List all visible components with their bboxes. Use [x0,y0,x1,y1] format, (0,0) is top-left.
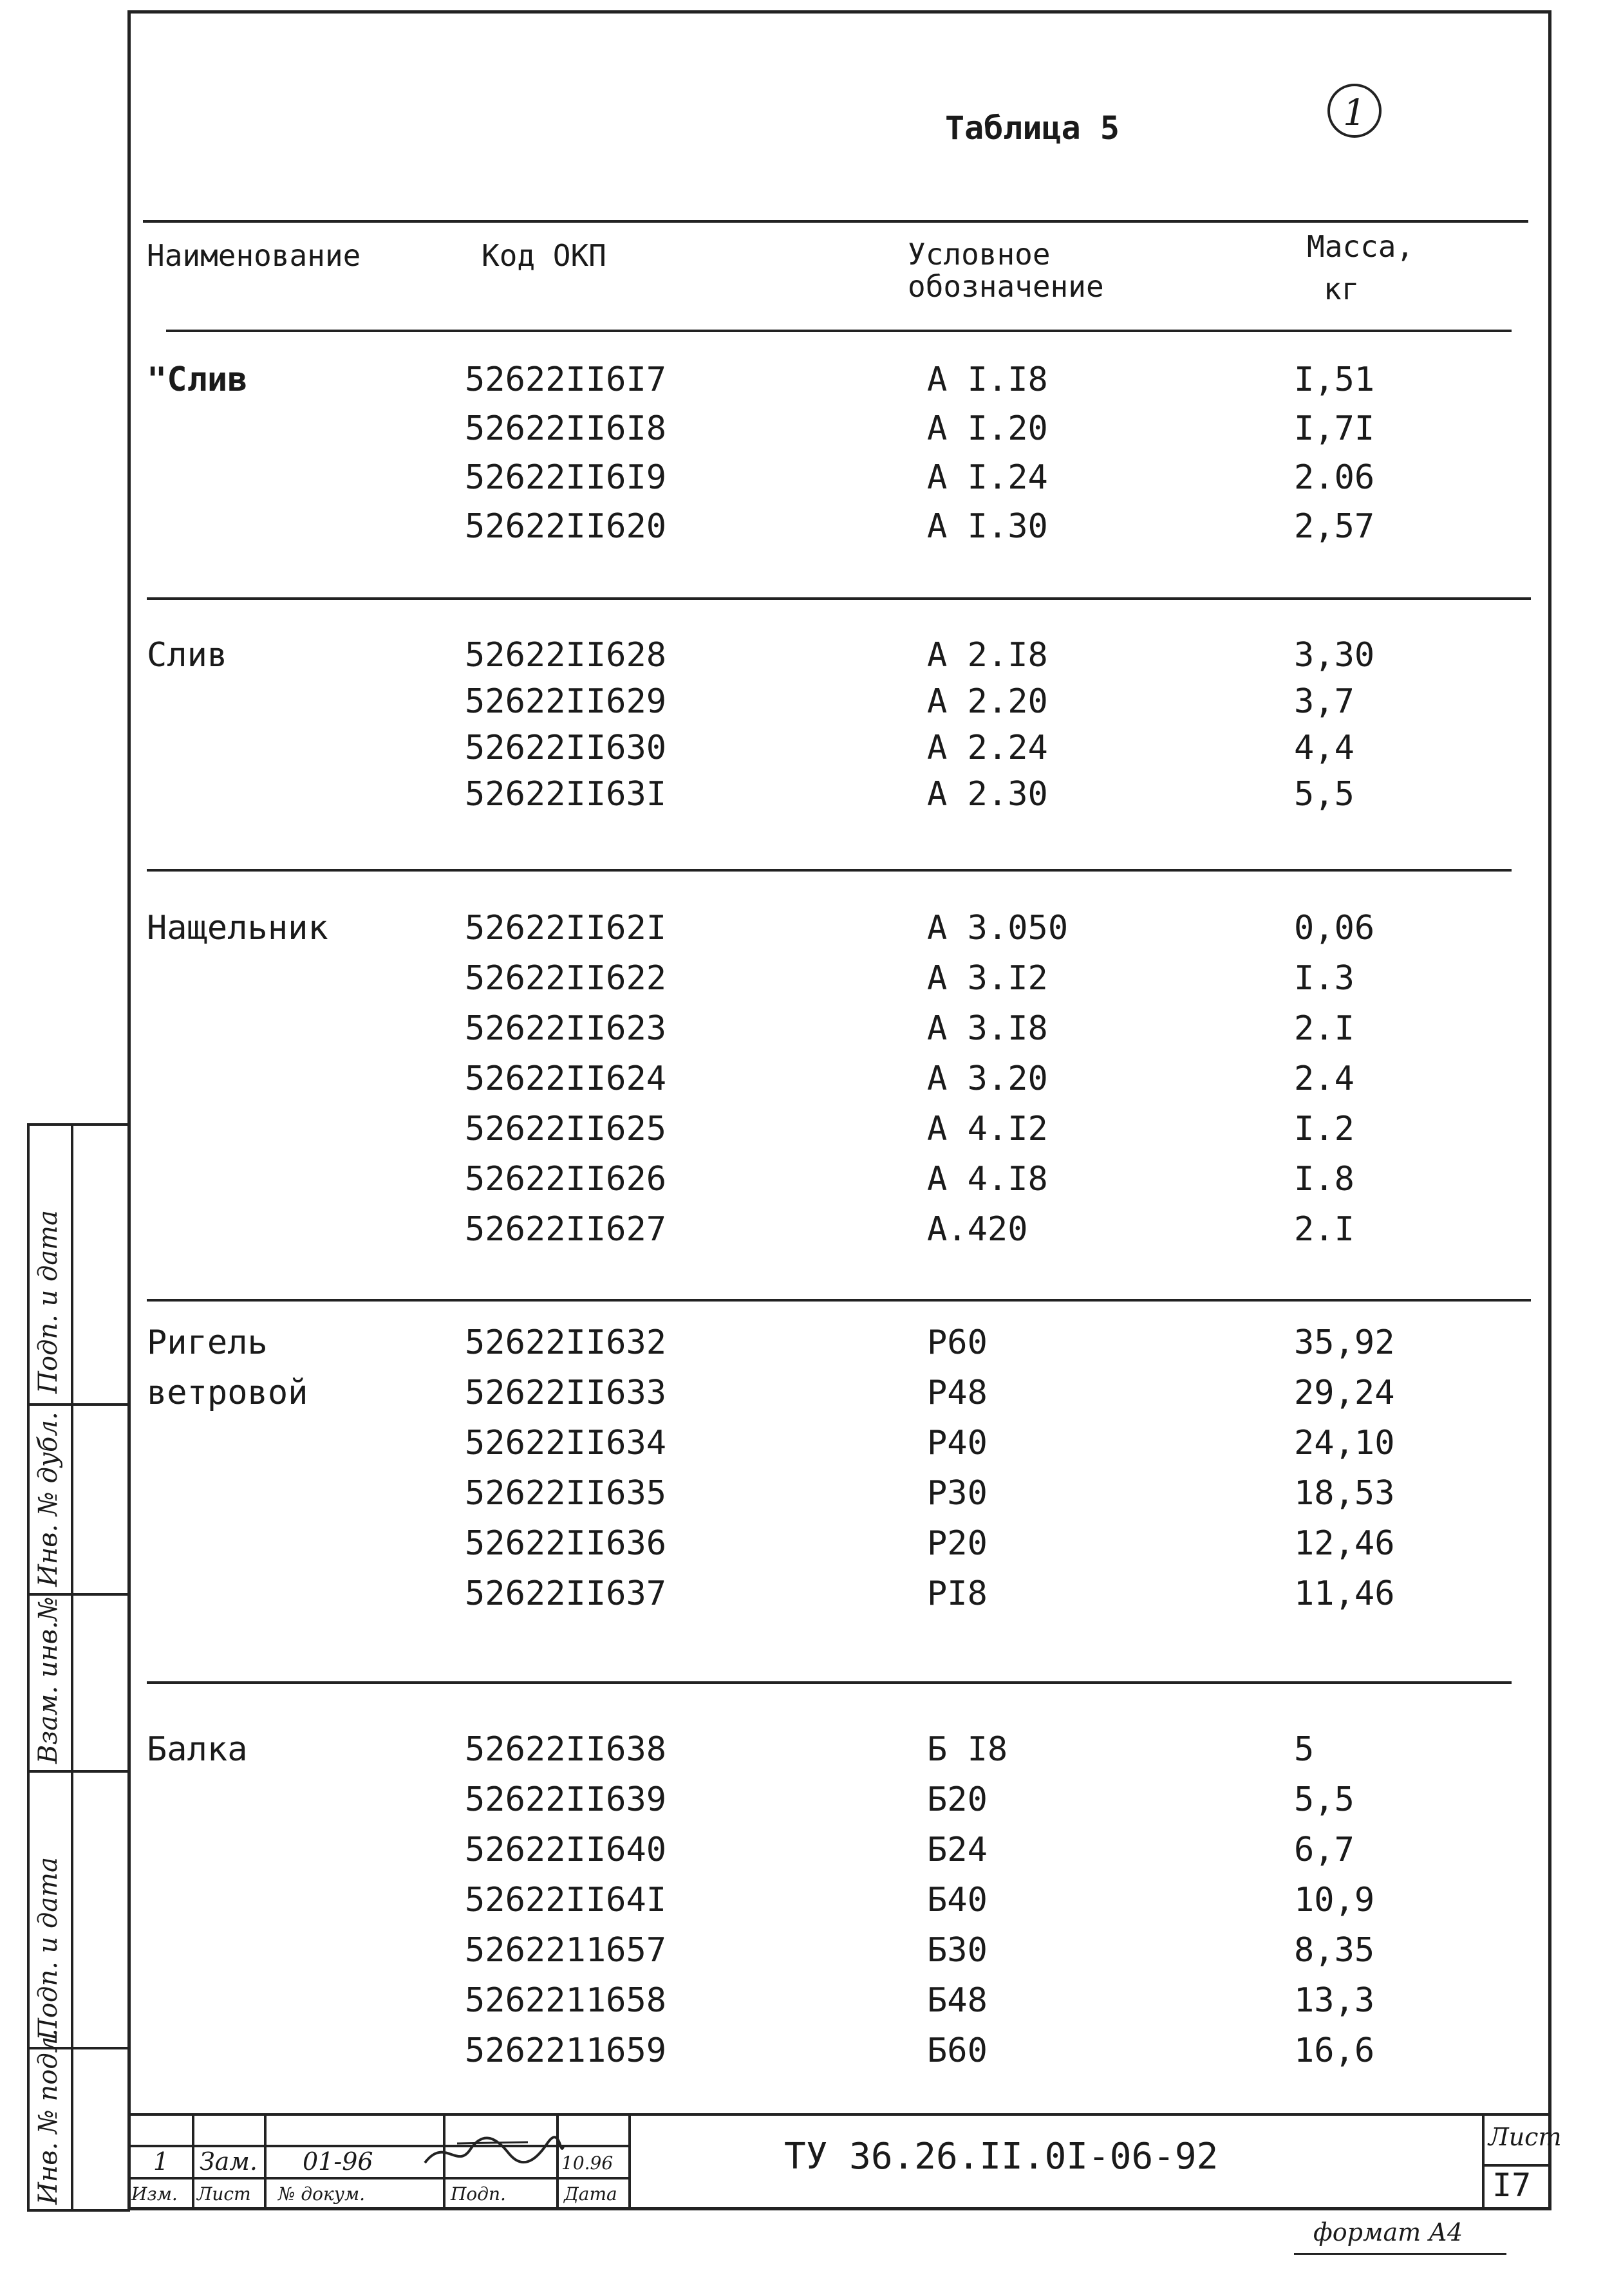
designation-cell: PI8 [927,1574,988,1613]
code-cell: 52622II633 [465,1374,667,1412]
designation-cell: A I.24 [927,458,1048,497]
stamp-col [264,2113,267,2210]
mass-cell: 18,53 [1294,1474,1395,1513]
designation-cell: A 2.20 [927,682,1048,721]
stamp-label-doc: № докум. [278,2183,366,2205]
code-cell: 52622II630 [465,729,667,767]
designation-cell: A 2.30 [927,775,1048,814]
designation-cell: A I.I8 [927,360,1048,399]
mass-cell: 24,10 [1294,1424,1395,1462]
header-code: Код ОКП [482,238,606,273]
designation-cell: A 2.I8 [927,636,1048,675]
designation-cell: Б48 [927,1981,988,2020]
mass-cell: 5,5 [1294,1780,1354,1819]
designation-cell: A 3.20 [927,1059,1048,1098]
designation-cell: Б30 [927,1931,988,1970]
code-cell: 52622II620 [465,507,667,546]
code-cell: 52622II625 [465,1110,667,1148]
designation-cell: P30 [927,1474,988,1513]
mass-cell: 2.I [1294,1009,1354,1048]
group-rule [147,597,1531,600]
header-top-rule [143,220,1528,223]
mass-cell: I,7I [1294,409,1375,448]
designation-cell: Б40 [927,1881,988,1919]
mass-cell: 11,46 [1294,1574,1395,1613]
stamp-label-date: Дата [564,2183,617,2205]
mass-cell: 5,5 [1294,775,1354,814]
header-mass-1: Масса, [1307,229,1414,264]
mass-cell: 2,57 [1294,507,1375,546]
binding-strip-line [27,1593,130,1596]
format-label: формат А4 [1313,2218,1463,2246]
designation-cell: A 3.I8 [927,1009,1048,1048]
mass-cell: 5 [1294,1730,1315,1769]
group-name: Балка [147,1730,248,1769]
designation-cell: P20 [927,1524,988,1563]
mass-cell: 10,9 [1294,1881,1375,1919]
designation-cell: A I.30 [927,507,1048,546]
code-cell: 52622II640 [465,1831,667,1869]
stamp-date: 10.96 [561,2152,614,2174]
document-code: ТУ 36.26.II.0I-06-92 [784,2136,1219,2178]
mass-cell: 2.I [1294,1210,1354,1249]
designation-cell: A.420 [927,1210,1028,1249]
designation-cell: A 3.I2 [927,959,1048,998]
group-name: Нащельник [147,909,328,947]
code-cell: 52622II639 [465,1780,667,1819]
mass-cell: 29,24 [1294,1374,1395,1412]
stamp-row-rule [127,2177,628,2179]
sheet-mark: 1 [1327,84,1382,138]
mass-cell: 12,46 [1294,1524,1395,1563]
stamp-col [192,2113,194,2210]
mass-cell: 13,3 [1294,1981,1375,2020]
code-cell: 52622II638 [465,1730,667,1769]
mass-cell: 2.06 [1294,458,1375,497]
code-cell: 52622II6I9 [465,458,667,497]
side-label-inv-dubl: Инв. № дубл. [33,1412,63,1587]
stamp-change-num: 1 [153,2147,169,2176]
mass-cell: 2.4 [1294,1059,1354,1098]
designation-cell: P40 [927,1424,988,1462]
code-cell: 52622II624 [465,1059,667,1098]
binding-strip-top [27,1123,130,1126]
stamp-doc-num: 01-96 [303,2147,373,2176]
designation-cell: P48 [927,1374,988,1412]
stamp-divider [628,2113,631,2210]
mass-cell: 6,7 [1294,1831,1354,1869]
stamp-label-izm: Изм. [131,2183,178,2205]
code-cell: 5262211659 [465,2031,667,2070]
side-label-sign-date-2: Подп. и дата [33,1857,63,2040]
sheet-label: Лист [1488,2123,1562,2151]
group-name: ветровой [147,1374,308,1412]
code-cell: 5262211657 [465,1931,667,1970]
mass-cell: 3,7 [1294,682,1354,721]
stamp-label-sign: Подп. [451,2183,506,2205]
mass-cell: 0,06 [1294,909,1375,947]
group-name: Ригель [147,1323,268,1362]
stamp-label-list: Лист [197,2183,251,2205]
designation-cell: A 3.050 [927,909,1069,947]
signature [418,2124,567,2176]
header-designation-2: обозначение [908,269,1104,304]
mass-cell: 4,4 [1294,729,1354,767]
designation-cell: Б20 [927,1780,988,1819]
code-cell: 52622II6I8 [465,409,667,448]
header-mass-2: кг [1324,272,1360,306]
code-cell: 52622II634 [465,1424,667,1462]
mass-cell: I,51 [1294,360,1375,399]
designation-cell: A 4.I8 [927,1160,1048,1199]
header-bottom-rule [166,330,1512,332]
mass-cell: I.8 [1294,1160,1354,1199]
mass-cell: I.2 [1294,1110,1354,1148]
mass-cell: 35,92 [1294,1323,1395,1362]
code-cell: 52622II622 [465,959,667,998]
side-label-inv-orig: Инв. № подл. [33,2028,63,2205]
code-cell: 52622II628 [465,636,667,675]
code-cell: 52622II6I7 [465,360,667,399]
code-cell: 52622II63I [465,775,667,814]
mass-cell: 16,6 [1294,2031,1375,2070]
code-cell: 52622II637 [465,1574,667,1613]
code-cell: 52622II632 [465,1323,667,1362]
binding-strip-line [27,1403,130,1406]
table-title: Таблица 5 [945,109,1120,147]
code-cell: 52622II629 [465,682,667,721]
designation-cell: Б24 [927,1831,988,1869]
mass-cell: 8,35 [1294,1931,1375,1970]
binding-strip-line [27,1770,130,1773]
group-rule [147,1299,1531,1302]
code-cell: 52622II636 [465,1524,667,1563]
designation-cell: A 2.24 [927,729,1048,767]
mass-cell: I.3 [1294,959,1354,998]
stamp-divider [1482,2113,1485,2210]
group-name: "Слив [147,360,248,399]
code-cell: 52622II62I [465,909,667,947]
code-cell: 52622II626 [465,1160,667,1199]
stamp-change-type: Зам. [200,2147,258,2176]
side-label-vzam-inv: Взам. инв.№ [33,1596,63,1764]
sheet-number: I7 [1492,2167,1532,2204]
code-cell: 52622II627 [465,1210,667,1249]
designation-cell: A I.20 [927,409,1048,448]
group-rule [147,1681,1512,1684]
mass-cell: 3,30 [1294,636,1375,675]
designation-cell: Б60 [927,2031,988,2070]
format-underline [1294,2253,1506,2255]
side-label-sign-date: Подп. и дата [33,1210,63,1394]
group-rule [147,869,1512,872]
header-name: Наименование [147,238,361,273]
binding-strip-bottom [27,2209,130,2212]
code-cell: 52622II64I [465,1881,667,1919]
code-cell: 5262211658 [465,1981,667,2020]
stamp-top-rule [127,2113,1551,2116]
designation-cell: Б I8 [927,1730,1008,1769]
designation-cell: P60 [927,1323,988,1362]
group-name: Слив [147,636,228,675]
code-cell: 52622II635 [465,1474,667,1513]
code-cell: 52622II623 [465,1009,667,1048]
designation-cell: A 4.I2 [927,1110,1048,1148]
header-designation-1: Условное [908,237,1051,272]
